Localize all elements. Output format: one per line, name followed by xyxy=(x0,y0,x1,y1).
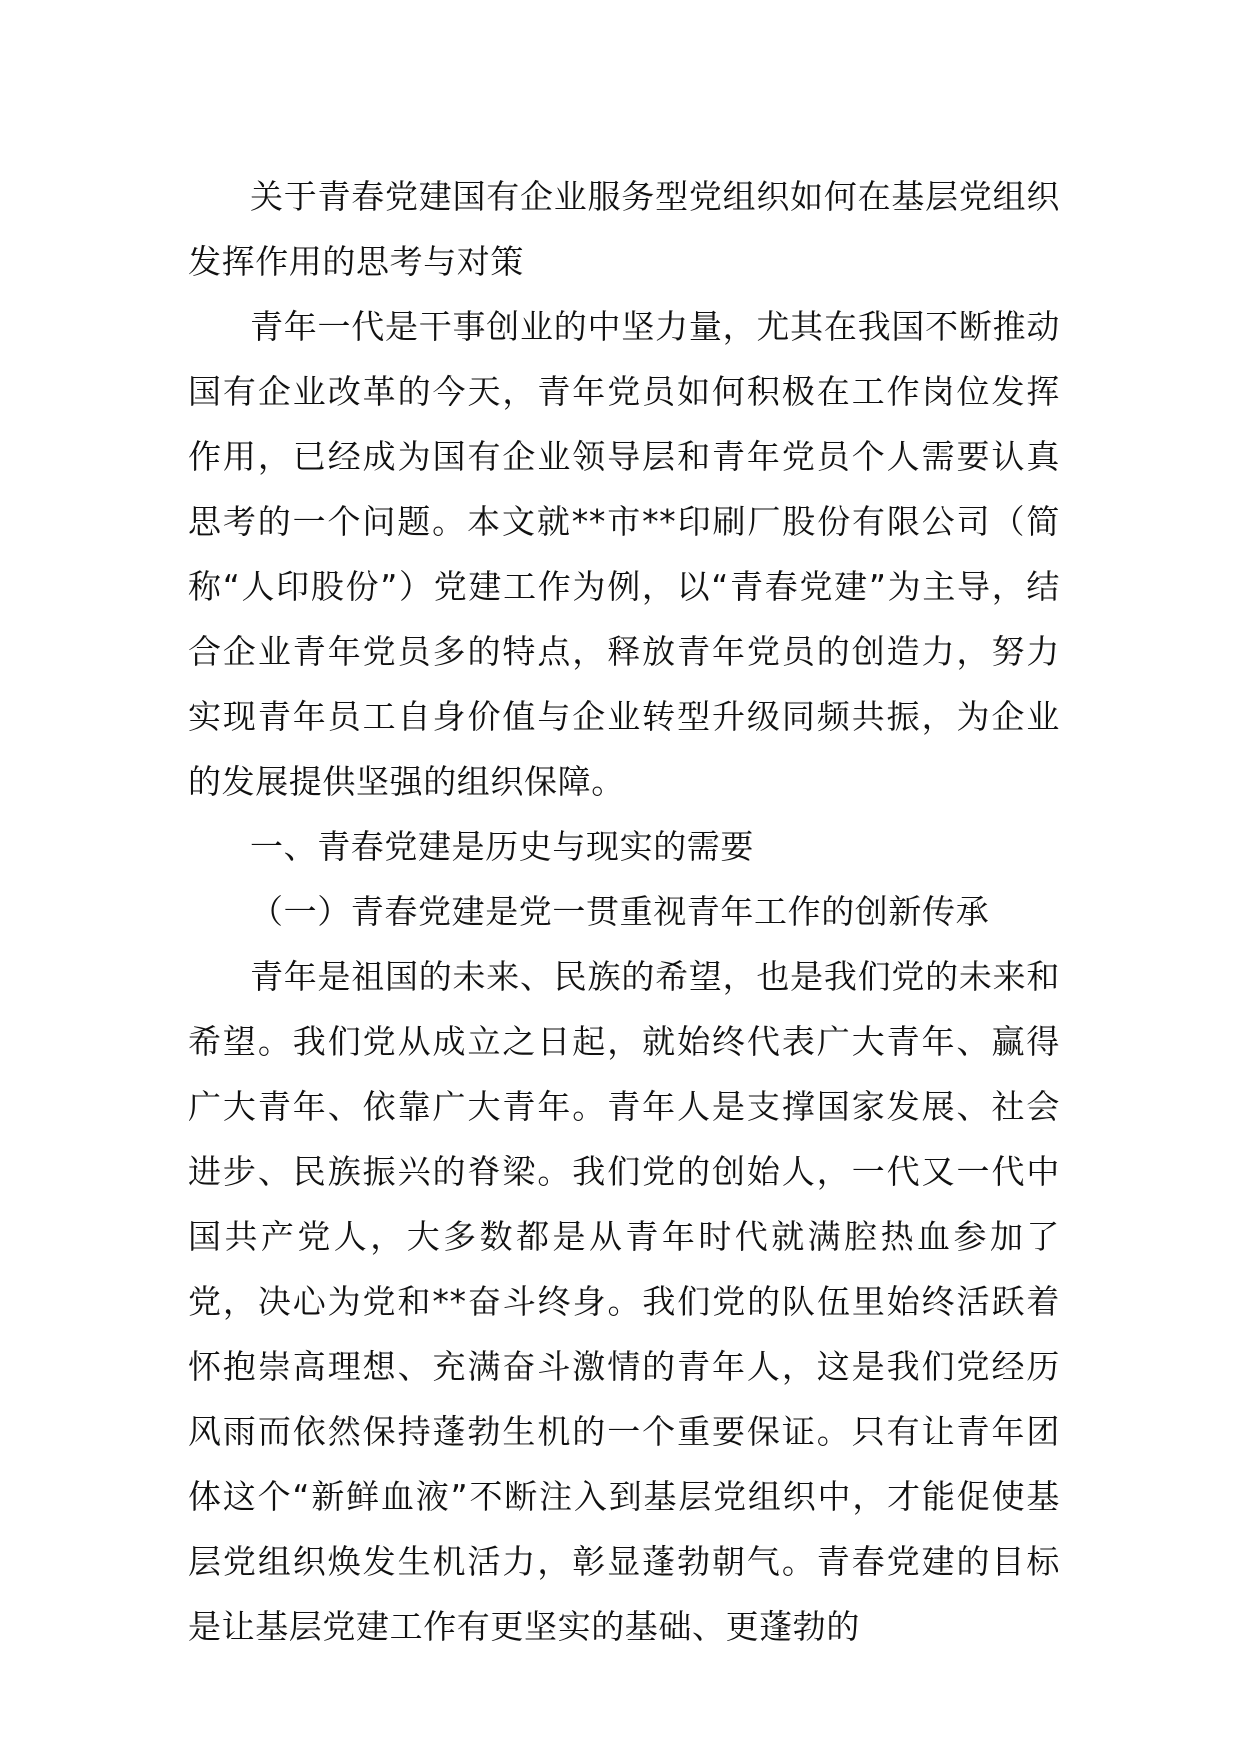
subsection-heading: （一）青春党建是党一贯重视青年工作的创新传承 xyxy=(250,892,990,931)
document-title: 关于青春党建国有企业服务型党组织如何在基层党组织发挥作用的思考与对策 xyxy=(188,177,1060,281)
body-paragraph: 青年是祖国的未来、民族的希望，也是我们党的未来和希望。我们党从成立之日起，就始终代表广大青年、赢得广大青年、依靠广大青年。青年人是支撑国家发展、社会进步、民族振兴的脊梁。我们党的创始人，一代又一代中国共产党人，大多数都是从青年时代就满腔热血参加了党，决心为党和**奋斗终身。我们党的队伍里始终活跃着怀抱崇高理想、充满奋斗激情的青年人，这是我们党经历风雨而依然保持蓬勃生机的一个重要保证。只有让青年团体这个“新鲜血液”不断注入到基层党组织中，才能促使基层党组织焕发生机活力，彰显蓬勃朝气。青春党建的目标是让基层党建工作有更坚实的基础、更蓬勃的 xyxy=(188,957,1060,1646)
document-body xyxy=(188,164,1060,1659)
section-heading: 一、青春党建是历史与现实的需要 xyxy=(250,827,754,866)
intro-paragraph: 青年一代是干事创业的中坚力量，尤其在我国不断推动国有企业改革的今天，青年党员如何积极在工作岗位发挥作用，已经成为国有企业领导层和青年党员个人需要认真思考的一个问题。本文就**市**印刷厂股份有限公司（简称“人印股份”）党建工作为例，以“青春党建”为主导，结合企业青年党员多的特点，释放青年党员的创造力，努力实现青年员工自身价值与企业转型升级同频共振，为企业的发展提供坚强的组织保障。 xyxy=(188,307,1060,801)
